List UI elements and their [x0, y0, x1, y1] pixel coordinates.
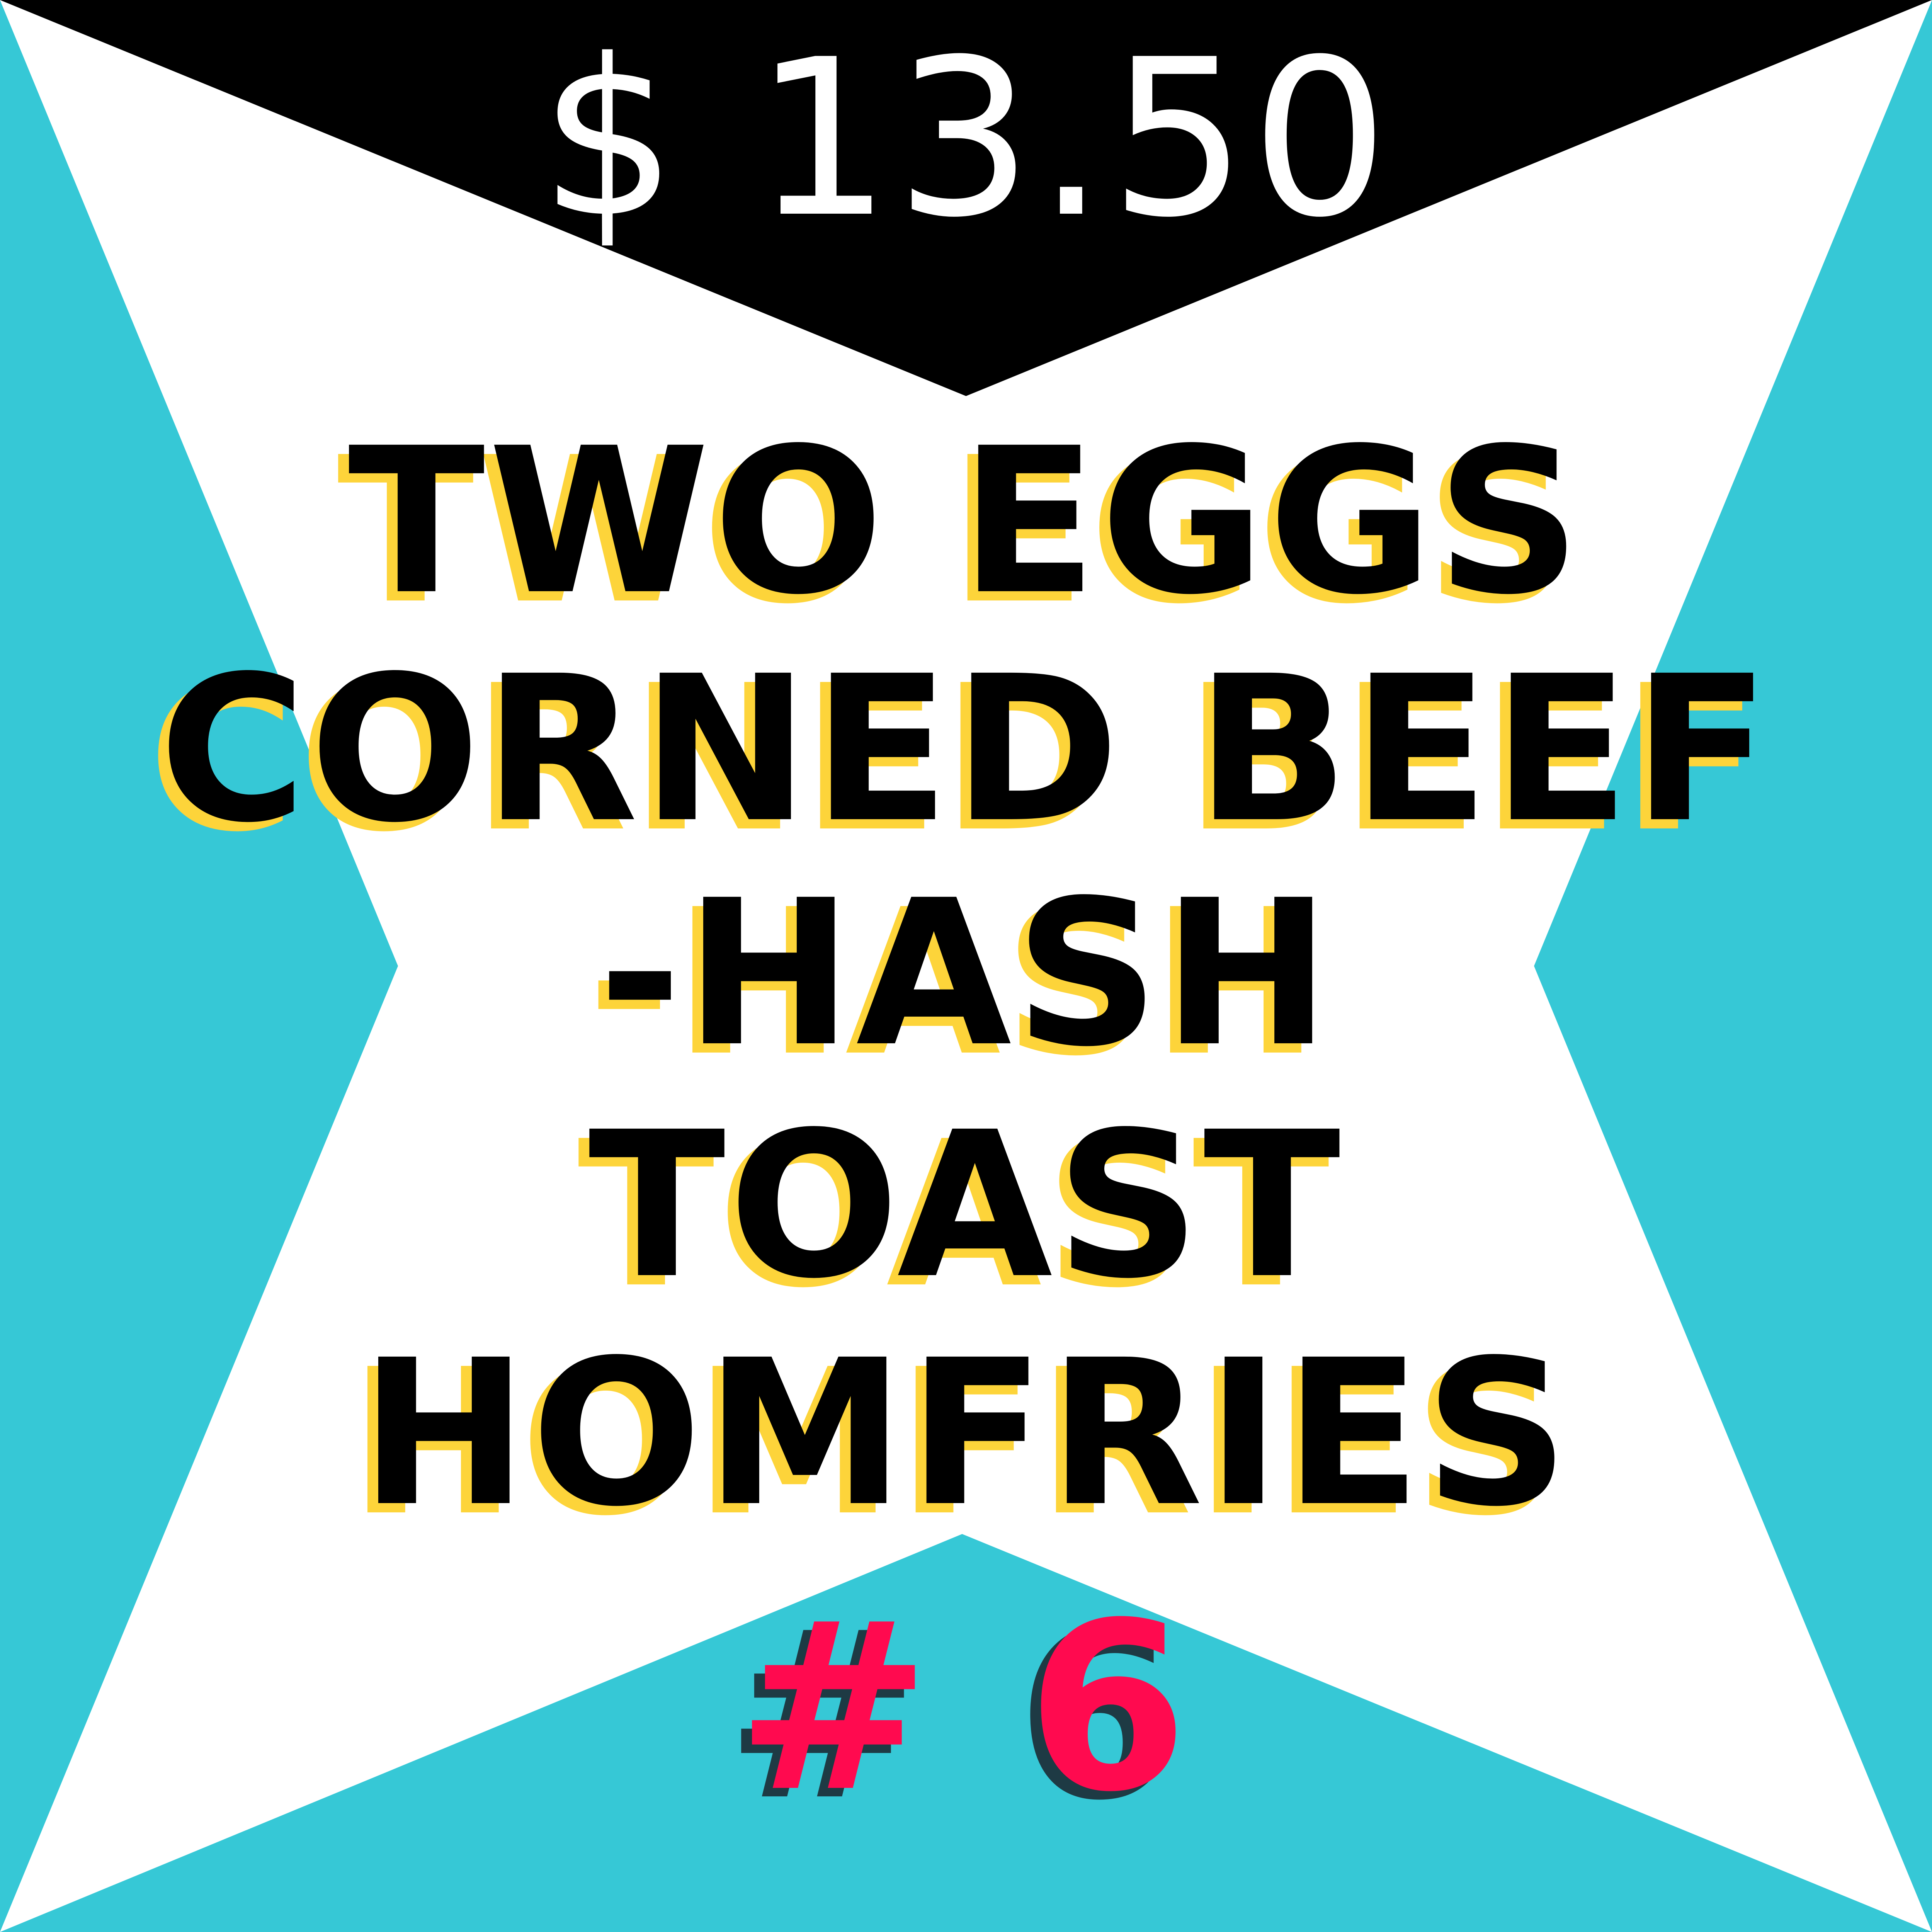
menu-line-two-eggs: TWO EGGS: [348, 405, 1584, 639]
menu-line-homefries: HOMFRIES: [360, 1316, 1572, 1551]
menu-line-corned-beef: CORNED BEEF: [159, 633, 1773, 867]
price-label: $ 13.50: [539, 13, 1393, 265]
menu-line-toast: TOAST: [588, 1088, 1344, 1323]
item-number: # 6: [736, 1573, 1196, 1843]
menu-line-hash: -HASH: [598, 857, 1334, 1091]
